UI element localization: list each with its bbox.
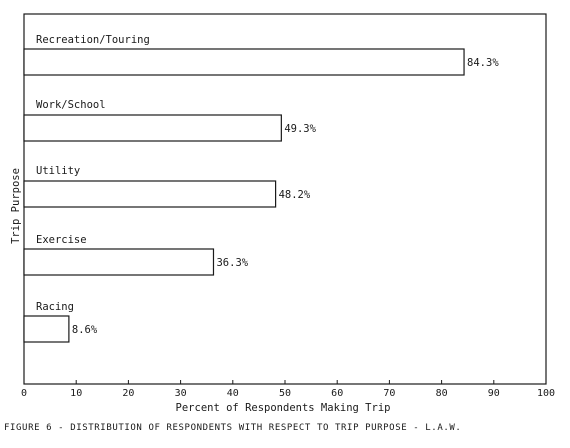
- value-label-recreation-touring: 84.3%: [467, 57, 499, 69]
- value-label-racing: 8.6%: [71, 324, 98, 336]
- x-axis-ticks: [21, 380, 555, 399]
- value-label-exercise: 36.3%: [216, 257, 249, 269]
- x-axis-title: Percent of Respondents Making Trip: [175, 402, 391, 414]
- x-tick-label: 20: [122, 388, 135, 399]
- x-tick-label: 50: [278, 388, 292, 399]
- category-label-work-school: Work/School: [36, 99, 106, 111]
- figure-caption: FIGURE 6 - DISTRIBUTION OF RESPONDENTS WITH RESPECT TO TRIP PURPOSE - L.A.W.: [4, 423, 462, 433]
- bar-utility: [24, 181, 276, 207]
- bar-recreation-touring: [24, 49, 464, 75]
- y-axis-title: Trip Purpose: [10, 168, 22, 244]
- x-tick-label: 10: [70, 388, 83, 399]
- x-tick-label: 40: [226, 388, 239, 399]
- x-tick-label: 30: [174, 388, 187, 399]
- bar-exercise: [24, 249, 213, 275]
- x-tick-label: 60: [331, 388, 344, 399]
- category-label-utility: Utility: [36, 165, 81, 177]
- category-label-exercise: Exercise: [36, 234, 87, 246]
- value-label-utility: 48.2%: [278, 189, 311, 201]
- bar-racing: [24, 316, 69, 342]
- x-tick-label: 90: [487, 388, 500, 399]
- x-tick-label: 0: [20, 388, 28, 399]
- x-tick-label: 80: [435, 388, 448, 399]
- bars-layer: [24, 34, 499, 342]
- x-tick-label: 100: [536, 388, 556, 399]
- value-label-work-school: 49.3%: [284, 123, 316, 135]
- bar-work-school: [24, 115, 281, 141]
- category-label-recreation-touring: Recreation/Touring: [36, 34, 150, 46]
- category-label-racing: Racing: [36, 301, 74, 313]
- x-tick-label: 70: [383, 388, 396, 399]
